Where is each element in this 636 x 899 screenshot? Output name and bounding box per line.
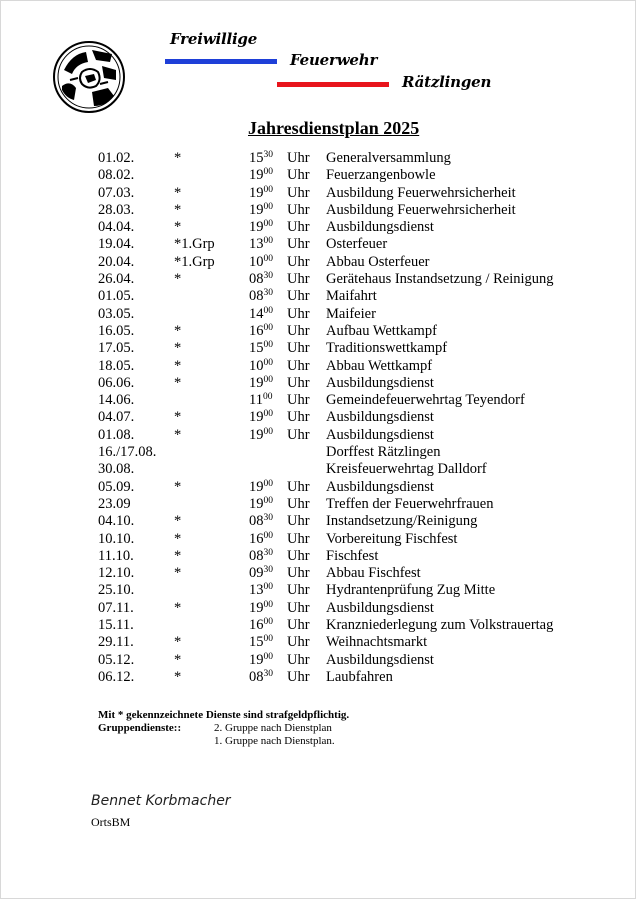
time-minute: 00: [263, 322, 273, 333]
time-hour: 19: [249, 495, 264, 512]
penalty-mark: *: [174, 219, 182, 236]
schedule-event: Osterfeuer: [326, 236, 388, 253]
schedule-event: Vorbereitung Fischfest: [326, 530, 458, 547]
schedule-event: Fischfest: [326, 547, 379, 564]
schedule-event: Ausbildungsdienst: [326, 409, 434, 426]
brand-text-freiwillige: Freiwillige: [170, 30, 258, 48]
time-unit: Uhr: [287, 167, 310, 184]
schedule-date: 28.03.: [98, 201, 135, 218]
time-unit: Uhr: [287, 547, 310, 564]
schedule-event: Abbau Wettkampf: [326, 357, 433, 374]
time-minute: 30: [263, 547, 273, 558]
brand-text-feuerwehr: Feuerwehr: [290, 51, 378, 69]
red-bar: [277, 82, 389, 87]
time-minute: 00: [263, 426, 273, 437]
time-hour: 08: [249, 547, 264, 564]
schedule-event: Maifeier: [326, 305, 376, 322]
schedule-date: 12.10.: [98, 565, 135, 582]
blue-bar: [165, 59, 277, 64]
schedule-event: Aufbau Wettkampf: [326, 322, 437, 339]
schedule-event: Ausbildung Feuerwehrsicherheit: [326, 184, 516, 201]
schedule-date: 03.05.: [98, 305, 135, 322]
time-unit: Uhr: [287, 150, 310, 166]
time-minute: 00: [263, 201, 273, 212]
time-unit: Uhr: [287, 426, 310, 443]
schedule-event: Dorffest Rätzlingen: [326, 444, 441, 461]
time-minute: 00: [263, 582, 273, 593]
time-hour: 08: [249, 288, 264, 305]
time-unit: Uhr: [287, 219, 310, 236]
time-minute: 00: [263, 167, 273, 178]
time-hour: 16: [249, 617, 264, 634]
time-unit: Uhr: [287, 599, 310, 616]
time-hour: 19: [249, 184, 264, 201]
time-unit: Uhr: [287, 236, 310, 253]
time-minute: 30: [263, 288, 273, 299]
groups-row-2: [98, 735, 349, 748]
penalty-mark: *: [174, 547, 182, 564]
schedule-date: 01.05.: [98, 288, 135, 305]
penalty-mark: *: [174, 530, 182, 547]
time-unit: Uhr: [287, 305, 310, 322]
schedule-event: Treffen der Feuerwehrfrauen: [326, 495, 494, 512]
time-unit: Uhr: [287, 288, 310, 305]
schedule-event: Laubfahren: [326, 668, 393, 685]
schedule-date: 26.04.: [98, 271, 135, 288]
schedule-event: Generalversammlung: [326, 150, 451, 166]
penalty-mark: *1.Grp: [174, 253, 215, 270]
groups-row-1: [98, 722, 349, 735]
time-hour: 14: [249, 305, 264, 322]
time-minute: 00: [263, 617, 273, 628]
penalty-mark: *: [174, 513, 182, 530]
schedule-event: Ausbildung Feuerwehrsicherheit: [326, 201, 516, 218]
schedule-date: 08.02.: [98, 167, 135, 184]
time-unit: Uhr: [287, 478, 310, 495]
time-minute: 00: [263, 236, 273, 247]
group-line-2: 1. Gruppe nach Dienstplan.: [214, 735, 335, 747]
schedule-date: 06.06.: [98, 374, 135, 391]
schedule-date: 15.11.: [98, 617, 134, 634]
time-unit: Uhr: [287, 617, 310, 634]
schedule-event: Ausbildungsdienst: [326, 374, 434, 391]
schedule-event: Traditionswettkampf: [326, 340, 448, 357]
schedule-event: Ausbildungsdienst: [326, 219, 434, 236]
schedule-date: 01.08.: [98, 426, 135, 443]
page-title: Jahresdienstplan 2025: [248, 118, 420, 138]
schedule-event: Instandsetzung/Reinigung: [326, 513, 478, 530]
time-unit: Uhr: [287, 392, 310, 409]
time-minute: 00: [263, 253, 273, 264]
penalty-mark: *: [174, 668, 182, 685]
schedule-date: 06.12.: [98, 668, 135, 685]
time-hour: 10: [249, 357, 264, 374]
penalty-mark: *: [174, 409, 182, 426]
schedule-event: Kranzniederlegung zum Volkstrauertag: [326, 617, 554, 634]
penalty-mark: *: [174, 651, 182, 668]
time-minute: 30: [263, 150, 273, 160]
time-hour: 13: [249, 582, 264, 599]
schedule-date: 14.06.: [98, 392, 135, 409]
time-minute: 00: [263, 357, 273, 368]
schedule-event: Hydrantenprüfung Zug Mitte: [326, 582, 496, 599]
time-minute: 30: [263, 513, 273, 524]
fire-brigade-emblem-icon: [52, 40, 126, 114]
time-unit: Uhr: [287, 322, 310, 339]
penalty-mark: *: [174, 340, 182, 357]
time-hour: 16: [249, 322, 264, 339]
penalty-mark: *: [174, 322, 182, 339]
time-unit: Uhr: [287, 374, 310, 391]
time-hour: 15: [249, 150, 264, 166]
time-hour: 19: [249, 426, 264, 443]
time-unit: Uhr: [287, 495, 310, 512]
schedule-date: 30.08.: [98, 461, 135, 478]
time-minute: 00: [263, 599, 273, 610]
schedule-date: 19.04.: [98, 236, 135, 253]
penalty-mark: *: [174, 357, 182, 374]
time-hour: 13: [249, 236, 264, 253]
time-hour: 19: [249, 409, 264, 426]
penalty-mark: *: [174, 478, 182, 495]
schedule-event: Weihnachtsmarkt: [326, 634, 428, 651]
schedule-date: 17.05.: [98, 340, 135, 357]
schedule-date: 05.12.: [98, 651, 135, 668]
time-unit: Uhr: [287, 634, 310, 651]
notes-section: [98, 709, 349, 748]
schedule-date: 04.07.: [98, 409, 135, 426]
time-unit: Uhr: [287, 513, 310, 530]
schedule-event: Maifahrt: [326, 288, 377, 305]
time-hour: 19: [249, 599, 264, 616]
penalty-mark: *1.Grp: [174, 236, 215, 253]
time-hour: 19: [249, 374, 264, 391]
time-hour: 11: [249, 392, 263, 409]
time-minute: 00: [263, 409, 273, 420]
time-hour: 19: [249, 478, 264, 495]
time-unit: Uhr: [287, 668, 310, 685]
time-unit: Uhr: [287, 582, 310, 599]
schedule-event: Gemeindefeuerwehrtag Teyendorf: [326, 392, 525, 409]
schedule-event: Ausbildungsdienst: [326, 651, 434, 668]
schedule-date: 07.11.: [98, 599, 134, 616]
time-hour: 08: [249, 513, 264, 530]
time-unit: Uhr: [287, 357, 310, 374]
time-minute: 00: [263, 634, 273, 645]
time-hour: 08: [249, 668, 264, 685]
time-unit: Uhr: [287, 253, 310, 270]
time-hour: 19: [249, 651, 264, 668]
schedule-time: [249, 669, 273, 688]
time-minute: 00: [263, 374, 273, 385]
group-line-1: 2. Gruppe nach Dienstplan: [214, 722, 332, 734]
brand-text-raetzlingen: Rätzlingen: [402, 73, 492, 91]
time-minute: 00: [263, 219, 273, 230]
time-unit: Uhr: [287, 271, 310, 288]
schedule-date: 04.10.: [98, 513, 135, 530]
schedule-date: 18.05.: [98, 357, 135, 374]
schedule-date: 11.10.: [98, 547, 134, 564]
time-hour: 19: [249, 167, 264, 184]
time-hour: 15: [249, 340, 264, 357]
time-minute: 30: [263, 668, 273, 679]
schedule-time: [249, 427, 273, 446]
time-unit: Uhr: [287, 409, 310, 426]
time-hour: 09: [249, 565, 264, 582]
penalty-mark: *: [174, 565, 182, 582]
schedule-date: 20.04.: [98, 253, 135, 270]
signature: Bennet Korbmacher: [91, 793, 231, 809]
penalty-mark: *: [174, 201, 182, 218]
penalty-mark: *: [174, 150, 182, 166]
time-unit: Uhr: [287, 184, 310, 201]
time-hour: 19: [249, 201, 264, 218]
groups-label: Gruppendienste::: [98, 722, 182, 734]
time-hour: 10: [249, 253, 264, 270]
penalty-mark: *: [174, 634, 182, 651]
penalty-mark: *: [174, 271, 182, 288]
time-unit: Uhr: [287, 201, 310, 218]
schedule-date: 05.09.: [98, 478, 135, 495]
time-hour: 15: [249, 634, 264, 651]
time-unit: Uhr: [287, 565, 310, 582]
schedule-date: 04.04.: [98, 219, 135, 236]
time-minute: 30: [263, 271, 273, 282]
time-minute: 00: [263, 530, 273, 541]
time-minute: 00: [263, 495, 273, 506]
schedule-event: Feuerzangenbowle: [326, 167, 436, 184]
schedule-date: 07.03.: [98, 184, 135, 201]
time-minute: 30: [263, 565, 273, 576]
time-minute: 00: [263, 478, 273, 489]
time-unit: Uhr: [287, 651, 310, 668]
penalty-mark: *: [174, 374, 182, 391]
schedule-event: Ausbildungsdienst: [326, 478, 434, 495]
schedule-event: Ausbildungsdienst: [326, 426, 434, 443]
schedule-date: 16./17.08.: [98, 444, 157, 461]
time-hour: 08: [249, 271, 264, 288]
time-minute: 00: [263, 184, 273, 195]
schedule-date: 16.05.: [98, 322, 135, 339]
time-minute: 00: [263, 305, 273, 316]
schedule-date: 23.09: [98, 495, 131, 512]
time-minute: 00: [262, 392, 273, 403]
time-unit: Uhr: [287, 530, 310, 547]
schedule-date: 25.10.: [98, 582, 135, 599]
penalty-note: Mit * gekennzeichnete Dienste sind strafgeldpflichtig.: [98, 709, 350, 721]
penalty-mark: *: [174, 426, 182, 443]
schedule-date: 10.10.: [98, 530, 135, 547]
schedule-event: Abbau Fischfest: [326, 565, 421, 582]
penalty-mark: *: [174, 184, 182, 201]
time-hour: 19: [249, 219, 264, 236]
schedule-date: 01.02.: [98, 150, 135, 166]
schedule-event: Ausbildungsdienst: [326, 599, 434, 616]
penalty-mark: *: [174, 599, 182, 616]
time-unit: Uhr: [287, 340, 310, 357]
time-minute: 00: [263, 340, 273, 351]
schedule-event: Gerätehaus Instandsetzung / Reinigung: [326, 271, 554, 288]
time-minute: 00: [263, 651, 273, 662]
time-hour: 16: [249, 530, 264, 547]
schedule-date: 29.11.: [98, 634, 134, 651]
schedule-event: Abbau Osterfeuer: [326, 253, 430, 270]
signature-role: OrtsBM: [91, 815, 131, 829]
schedule-event: Kreisfeuerwehrtag Dalldorf: [326, 461, 487, 478]
